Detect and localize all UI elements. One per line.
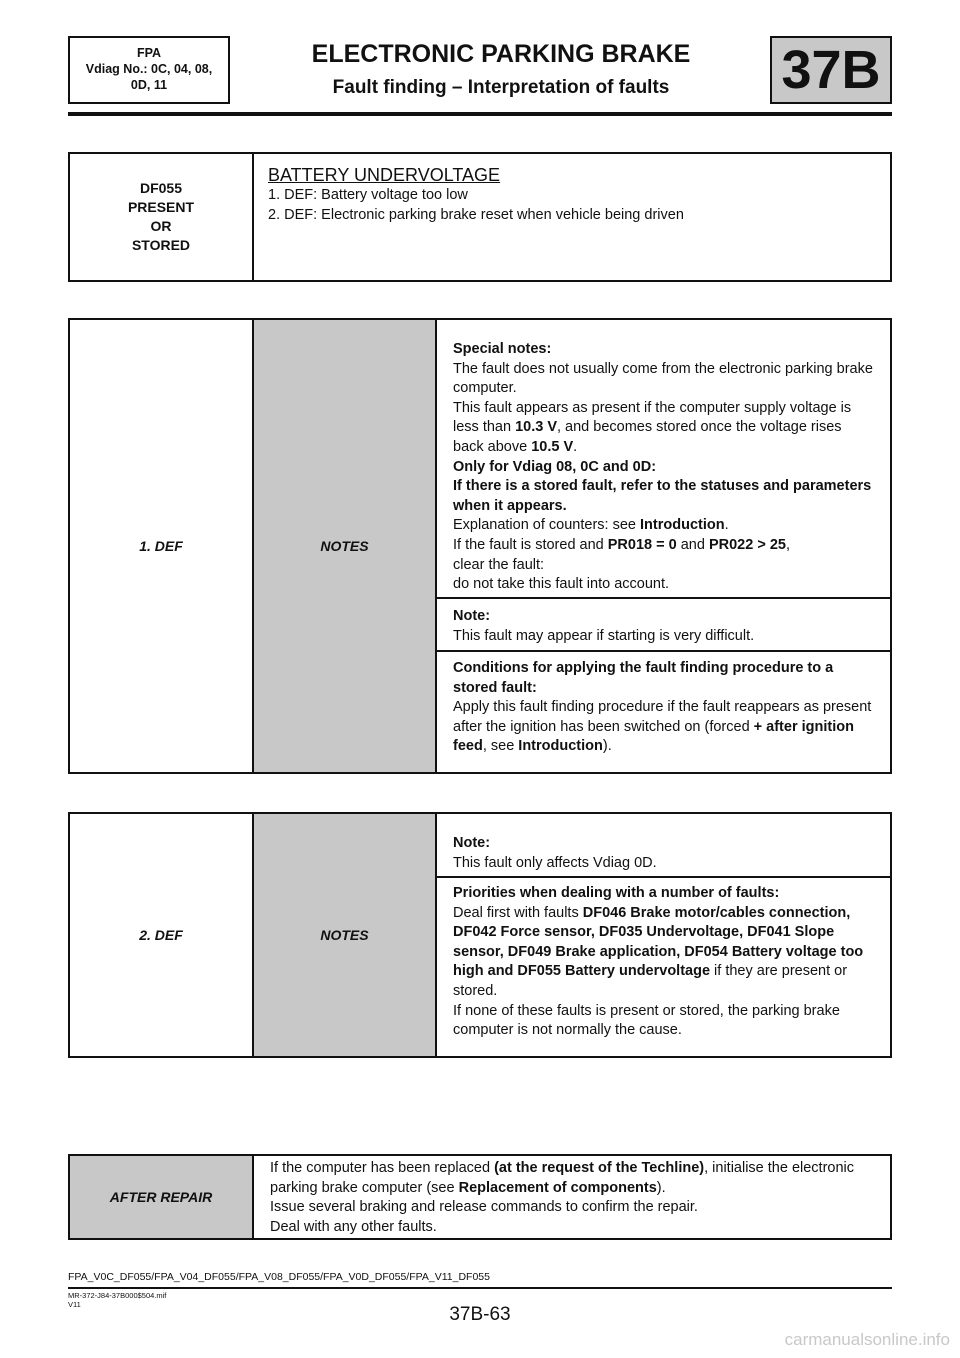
- def1-label-cell: [70, 320, 252, 772]
- header-rule: [68, 112, 892, 116]
- fault-def-2: 2. DEF: Electronic parking brake reset when vehicle being driven: [268, 206, 684, 223]
- section-code: 37B: [770, 36, 892, 104]
- fault-status-cell: [70, 154, 252, 280]
- vdiag-line-3: 0D, 11: [130, 78, 168, 92]
- fault-description-cell: [268, 164, 878, 225]
- fault-definition-table: [68, 152, 892, 282]
- stored-fault-note: If there is a stored fault, refer to the statuses and parameters when it appears.: [453, 478, 872, 514]
- def2-label-cell: [70, 814, 252, 1056]
- vdiag-line-1: FPA: [136, 46, 162, 60]
- fault-status-present: PRESENT: [127, 199, 195, 215]
- priorities-text: Deal first with faults DF046 Brake motor/cables connection, DF042 Force sensor, DF035 Undervoltage, DF041 Slope sensor, DF049 Brake application, DF054 Battery voltage too high and DF055 Battery undervoltage if they are present or stored.: [453, 904, 864, 999]
- fault-status-stored: STORED: [131, 237, 191, 253]
- divider: [437, 597, 890, 599]
- special-notes-cell: [437, 340, 892, 595]
- fault-code: DF055: [139, 180, 183, 196]
- document-reference: MR-372-J84-37B000$504.mif V11: [68, 1291, 167, 1309]
- vdiag-line-2: Vdiag No.: 0C, 04, 08,: [85, 62, 213, 76]
- divider: [437, 876, 890, 878]
- priorities-none-text: If none of these faults is present or stored, the parking brake computer is not normally the cause.: [453, 1002, 840, 1039]
- fault-title: BATTERY UNDERVOLTAGE: [268, 165, 501, 185]
- def2-notes-label: NOTES: [320, 926, 369, 943]
- ignore-fault-note: do not take this fault into account.: [453, 576, 670, 593]
- after-repair-label-cell: [70, 1156, 252, 1238]
- def1-notes-table: [68, 318, 892, 774]
- special-notes-p2: This fault appears as present if the computer supply voltage is less than 10.3 V, and becomes stored once the voltage rises back above 10.5 V.: [453, 399, 852, 455]
- conditions-heading: Conditions for applying the fault finding procedure to a stored fault:: [453, 660, 834, 696]
- footer-rule: [68, 1287, 892, 1289]
- def1-label: 1. DEF: [139, 537, 183, 554]
- watermark: carmanualsonline.info: [784, 1330, 950, 1349]
- vdiag-note-heading: Note:: [453, 835, 491, 851]
- priorities-cell: [437, 884, 892, 1041]
- priorities-heading: Priorities when dealing with a number of faults:: [453, 885, 780, 901]
- page-number: 37B-63: [449, 1304, 511, 1325]
- special-notes-heading: Special notes:: [453, 341, 552, 357]
- after-repair-label: AFTER REPAIR: [109, 1188, 213, 1205]
- fault-def-1: 1. DEF: Battery voltage too low: [268, 187, 468, 203]
- special-notes-p1: The fault does not usually come from the electronic parking brake computer.: [453, 360, 873, 397]
- after-repair-line-3: Deal with any other faults.: [270, 1218, 437, 1235]
- def2-label: 2. DEF: [139, 926, 183, 943]
- vdiag-only-note: Only for Vdiag 08, 0C and 0D:: [453, 458, 657, 475]
- vdiag-note-cell: [437, 834, 892, 873]
- page-subtitle: Fault finding – Interpretation of faults: [332, 77, 670, 98]
- fault-status-or: OR: [150, 218, 172, 234]
- page-title: ELECTRONIC PARKING BRAKE: [311, 40, 691, 68]
- fault-reference: FPA_V0C_DF055/FPA_V04_DF055/FPA_V08_DF055/FPA_V0D_DF055/FPA_V11_DF055: [68, 1271, 490, 1283]
- divider: [252, 154, 254, 280]
- def2-notes-table: [68, 812, 892, 1058]
- note-cell: [437, 607, 892, 646]
- vdiag-note-text: This fault only affects Vdiag 0D.: [453, 854, 657, 871]
- def2-notes-label-cell: [254, 814, 435, 1056]
- note-heading: Note:: [453, 608, 491, 624]
- def1-notes-label: NOTES: [320, 537, 369, 554]
- after-repair-line-2: Issue several braking and release commands to confirm the repair.: [270, 1199, 698, 1216]
- counters-note: Explanation of counters: see Introduction.: [453, 517, 729, 534]
- after-repair-text-cell: [254, 1159, 890, 1237]
- stored-condition: If the fault is stored and PR018 = 0 and PR022 > 25,: [453, 536, 790, 553]
- after-repair-table: [68, 1154, 892, 1240]
- def1-notes-label-cell: [254, 320, 435, 772]
- divider: [437, 650, 890, 652]
- conditions-text: Apply this fault finding procedure if the fault reappears as present after the ignition has been switched on (forced + after ignition feed, see Introduction).: [453, 699, 872, 755]
- note-text: This fault may appear if starting is very difficult.: [453, 627, 755, 644]
- after-repair-line-1: If the computer has been replaced (at the request of the Techline), initialise the electronic parking brake computer (see Replacement of components).: [270, 1160, 855, 1196]
- vdiag-box: [68, 36, 230, 104]
- conditions-cell: [437, 659, 892, 757]
- clear-fault-note: clear the fault:: [453, 556, 545, 573]
